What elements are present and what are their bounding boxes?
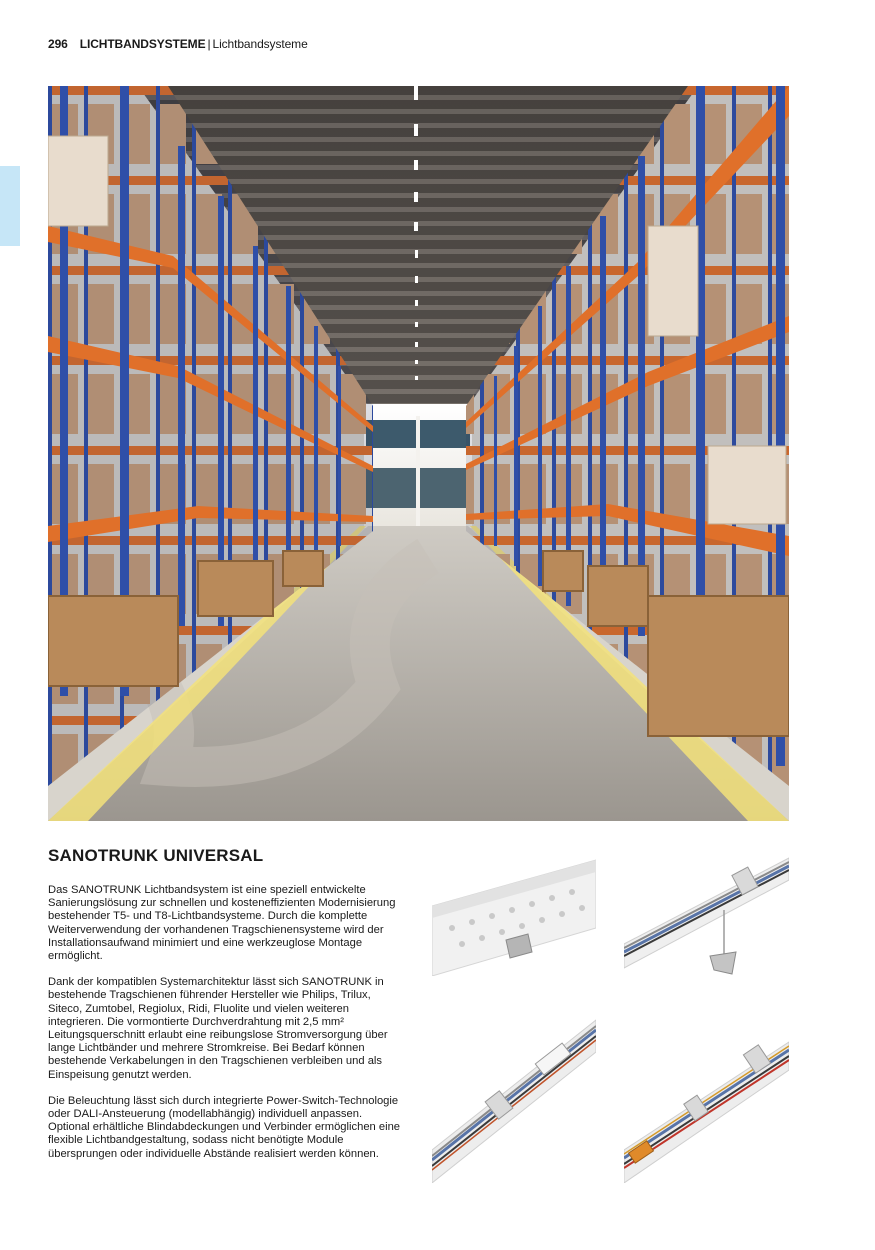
paragraph: Die Beleuchtung lässt sich durch integrierte Power-Switch-Technologie oder DALI-Ansteuerung (modellabhängig) individuell anpassen. Optional erhältliche Blindabdeckungen und Verbinder ermöglichen eine flexible Lichtbandgestaltung, sodass nicht benötigte Module übersprungen oder individuelle Abstände realisiert werden können. [48, 1094, 401, 1160]
product-title: SANOTRUNK UNIVERSAL [48, 846, 264, 865]
product-image-carrier-rail-hanger [624, 852, 789, 982]
page-header [48, 37, 308, 51]
page-number: 296 [48, 37, 68, 51]
paragraph: Das SANOTRUNK Lichtbandsystem ist eine speziell entwickelte Sanierungslösung zur schnellen und kosteneffizienten Modernisierung bestehender T5- und T8-Lichtbandsysteme. Durch die komplette Weiterverwendung der vorhandenen Tragschienensysteme wird der Installationsaufwand minimiert und eine werkzeuglose Montage ermöglicht. [48, 884, 396, 963]
paragraph: Dank der kompatiblen Systemarchitektur lässt sich SANOTRUNK in bestehende Tragschienen führender Hersteller wie Philips, Trilux, Siteco, Zumtobel, Regiolux, Ridi, Fluolite und vielen weiteren integrieren. Die vormontierte Durchverdrahtung mit 2,5 mm² Leitungsquerschnitt erlaubt eine reibungslose Stromversorgung über lange Lichtbänder und mehrere Stromkreise. Bei Bedarf können bestehende Verkabelungen in den Tragschienen verbleiben und als Einspeisung genutzt werden. [48, 976, 388, 1081]
chapter-tab-marker [0, 166, 20, 246]
section-subtitle: Lichtbandsysteme [212, 37, 308, 51]
product-image-connector-block [432, 1018, 596, 1183]
product-image-wiring-terminal [624, 1028, 789, 1183]
header-separator: | [207, 37, 211, 51]
product-image-reflector-module [432, 858, 596, 976]
hero-warehouse-image [48, 86, 789, 821]
product-description [48, 884, 404, 1174]
section-title: LICHTBANDSYSTEME [79, 37, 206, 51]
